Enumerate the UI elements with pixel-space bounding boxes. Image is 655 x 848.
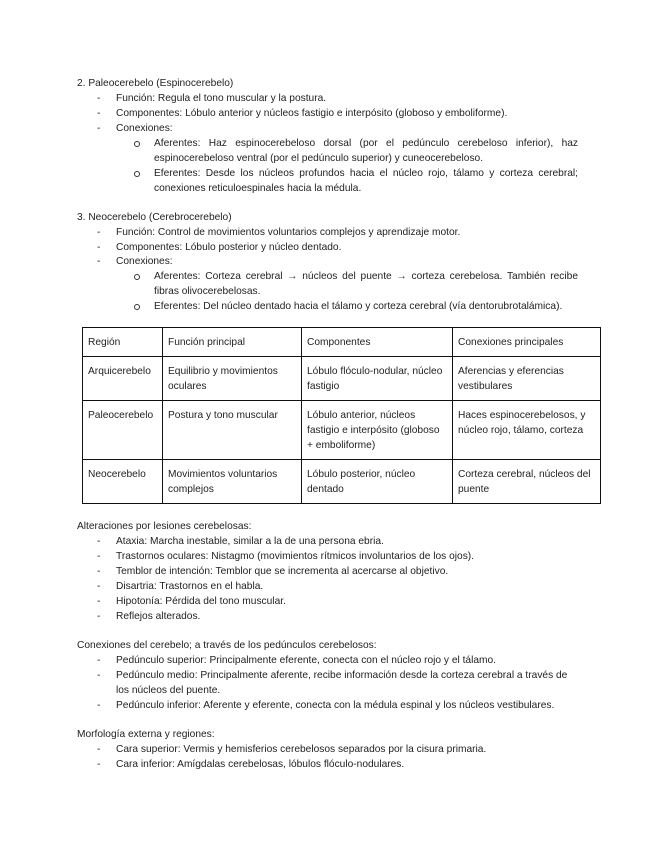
table-cell: Corteza cerebral, núcleos del puente: [453, 460, 601, 504]
dash-bullet: -: [97, 700, 101, 711]
conexiones-heading: Conexiones del cerebelo; a través de los pedúnculos cerebelosos:: [77, 640, 377, 651]
circle-bullet-icon: [134, 171, 140, 177]
list-item: Reflejos alterados.: [116, 611, 201, 622]
circle-bullet-icon: [134, 274, 140, 280]
neo-componentes: Componentes: Lóbulo posterior y núcleo dentado.: [116, 242, 342, 253]
alteraciones-heading: Alteraciones por lesiones cerebelosas:: [77, 521, 252, 532]
paleo-conexiones: Conexiones:: [116, 123, 173, 134]
table-row: [83, 460, 601, 504]
table-header-cell: Componentes: [302, 328, 453, 357]
neo-eferentes: Eferentes: Del núcleo dentado hacia el tálamo y corteza cerebral (vía dentorubrotalámica).: [154, 301, 563, 312]
dash-bullet: -: [97, 256, 101, 267]
table-cell: Lóbulo flóculo-nodular, núcleo fastigio: [302, 357, 453, 401]
list-item: Disartria: Trastornos en el habla.: [116, 581, 264, 592]
dash-bullet: -: [97, 611, 101, 622]
table-cell: Equilibrio y movimientos oculares: [163, 357, 302, 401]
list-item: Cara inferior: Amígdalas cerebelosas, lóbulos flóculo-nodulares.: [116, 759, 405, 770]
dash-bullet: -: [97, 596, 101, 607]
table-cell: Haces espinocerebelosos, y núcleo rojo, tálamo, corteza: [453, 401, 601, 460]
list-item-continuation: los núcleos del puente.: [116, 685, 221, 696]
dash-bullet: -: [97, 744, 101, 755]
table-header-cell: Conexiones principales: [453, 328, 601, 357]
paleo-funcion: Función: Regula el tono muscular y la postura.: [116, 93, 327, 104]
table-cell: Aferencias y eferencias vestibulares: [453, 357, 601, 401]
list-item: Pedúnculo inferior: Aferente y eferente, conecta con la médula espinal y los núcleos vestibulares.: [116, 700, 555, 711]
list-item: Temblor de intención: Temblor que se incrementa al acercarse al objetivo.: [116, 566, 449, 577]
paleo-componentes: Componentes: Lóbulo anterior y núcleos fastigio e interpósito (globoso y emboliforme).: [116, 108, 508, 119]
dash-bullet: -: [97, 536, 101, 547]
dash-bullet: -: [97, 759, 101, 770]
table-header-cell: Función principal: [163, 328, 302, 357]
table-cell: Postura y tono muscular: [163, 401, 302, 460]
list-item: Ataxia: Marcha inestable, similar a la de una persona ebria.: [116, 536, 384, 547]
neo-heading: 3. Neocerebelo (Cerebrocerebelo): [77, 212, 232, 223]
paleo-aferentes-line1: Aferentes: Haz espinocerebeloso dorsal (por el pedúnculo cerebeloso inferior), haz: [154, 138, 578, 149]
table-cell: Lóbulo anterior, núcleos fastigio e interpósito (globoso + emboliforme): [302, 401, 453, 460]
paleo-eferentes-line1: Eferentes: Desde los núcleos profundos hacia el núcleo rojo, tálamo y corteza cerebral;: [154, 168, 578, 179]
list-item: Trastornos oculares: Nistagmo (movimientos rítmicos involuntarios de los ojos).: [116, 551, 475, 562]
table-cell: Movimientos voluntarios complejos: [163, 460, 302, 504]
table-cell: Lóbulo posterior, núcleo dentado: [302, 460, 453, 504]
table-header-row: [83, 328, 601, 357]
paleo-heading: 2. Paleocerebelo (Espinocerebelo): [77, 78, 234, 89]
table-row: [83, 401, 601, 460]
table-cell: Neocerebelo: [83, 460, 163, 504]
table-row: [83, 357, 601, 401]
dash-bullet: -: [97, 93, 101, 104]
dash-bullet: -: [97, 655, 101, 666]
morfologia-heading: Morfología externa y regiones:: [77, 729, 215, 740]
list-item: Hipotonía: Pérdida del tono muscular.: [116, 596, 286, 607]
list-item: Pedúnculo medio: Principalmente aferente, recibe información desde la corteza cerebral a través de: [116, 670, 568, 681]
list-item: Cara superior: Vermis y hemisferios cerebelosos separados por la cisura primaria.: [116, 744, 487, 755]
neo-aferentes-line2: fibras olivocerebelosas.: [154, 286, 261, 297]
dash-bullet: -: [97, 108, 101, 119]
list-item: Pedúnculo superior: Principalmente eferente, conecta con el núcleo rojo y el tálamo.: [116, 655, 496, 666]
dash-bullet: -: [97, 551, 101, 562]
dash-bullet: -: [97, 670, 101, 681]
dash-bullet: -: [97, 227, 101, 238]
circle-bullet-icon: [134, 141, 140, 147]
circle-bullet-icon: [134, 304, 140, 310]
dash-bullet: -: [97, 123, 101, 134]
paleo-eferentes-line2: conexiones reticuloespinales hacia la médula.: [154, 183, 362, 194]
neo-funcion: Función: Control de movimientos voluntarios complejos y aprendizaje motor.: [116, 227, 461, 238]
table-cell: Paleocerebelo: [83, 401, 163, 460]
table-header-cell: Región: [83, 328, 163, 357]
dash-bullet: -: [97, 242, 101, 253]
table-cell: Arquicerebelo: [83, 357, 163, 401]
dash-bullet: -: [97, 566, 101, 577]
dash-bullet: -: [97, 581, 101, 592]
neo-conexiones: Conexiones:: [116, 256, 173, 267]
neo-aferentes-line1: Aferentes: Corteza cerebral → núcleos del puente → corteza cerebelosa. También recibe: [154, 271, 578, 282]
paleo-aferentes-line2: espinocerebeloso ventral (por el pedúnculo superior) y cuneocerebeloso.: [154, 153, 484, 164]
summary-table: [82, 327, 601, 504]
